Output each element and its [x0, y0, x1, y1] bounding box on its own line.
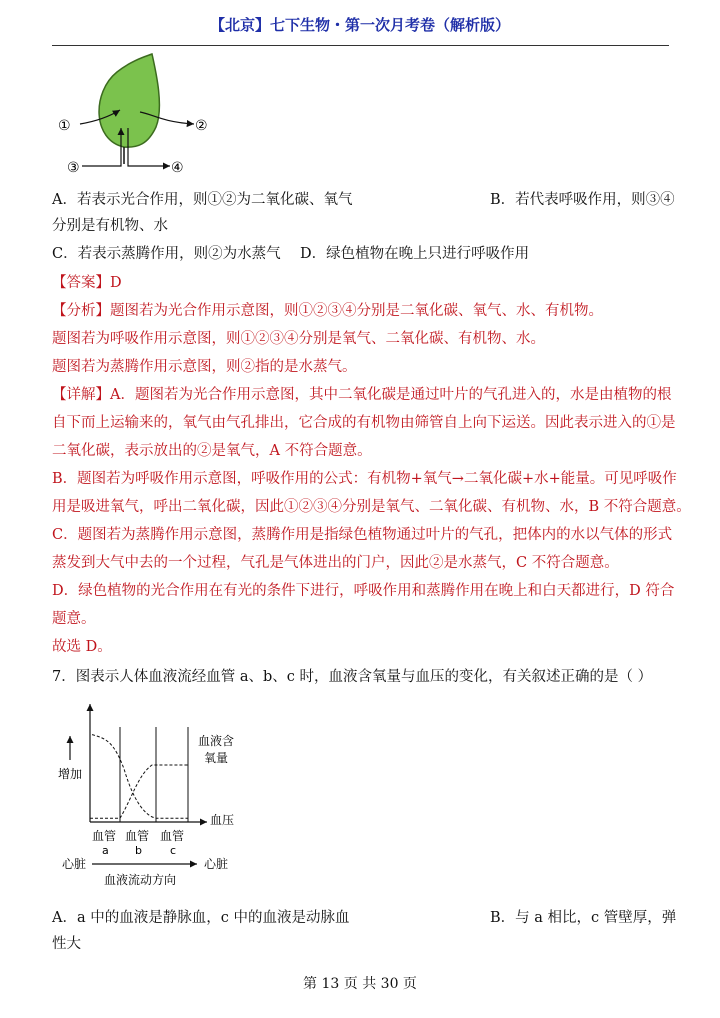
oxygen-label-2: 氧量 [204, 751, 229, 765]
page-header: 【北京】七下生物・第一次月考卷（解析版） [209, 16, 510, 34]
detail-d-line-2: 题意。 [52, 611, 96, 627]
q6-option-b: B．若代表呼吸作用，则③④ [490, 192, 675, 208]
q6-option-b-cont: 分别是有机物、水 [52, 218, 168, 234]
tick-sublabel-b: b [135, 844, 142, 857]
q6-option-c: C．若表示蒸腾作用，则②为水蒸气 [52, 246, 281, 262]
oxygen-label-1: 血液含 [198, 734, 235, 748]
flow-label: 血液流动方向 [104, 873, 177, 887]
detail-a-line-1 [52, 385, 671, 405]
tick-sublabel-c: c [170, 844, 177, 857]
analysis-line-3: 题图若为蒸腾作用示意图，则②指的是水蒸气。 [52, 359, 357, 375]
analysis-text-1: 题图若为光合作用示意图，则①②③④分别是二氧化碳、氧气、水、有机物。 [110, 303, 603, 319]
detail-a-line-2: 自下而上运输来的，氧气由气孔排出，它合成的有机物由筛管自上向下运送。因此表示进入的①是 [52, 415, 676, 431]
y-axis-label: 增加 [58, 767, 83, 781]
q7-option-a: A．a 中的血液是静脉血，c 中的血液是动脉血 [52, 910, 350, 926]
flow-to: 心脏 [204, 857, 229, 871]
detail-conclusion: 故选 D。 [52, 639, 112, 655]
pressure-label: 血压 [210, 813, 235, 827]
detail-a-text-1: A．题图若为光合作用示意图，其中二氧化碳是通过叶片的气孔进入的，水是由植物的根 [110, 387, 672, 403]
answer-tag: 【答案】 [52, 275, 110, 291]
leaf-shape [99, 54, 159, 147]
detail-a-line-3: 二氧化碳，表示放出的②是氧气，A 不符合题意。 [52, 443, 372, 459]
q6-option-a: A．若表示光合作用，则①②为二氧化碳、氧气 [52, 192, 353, 208]
q7-option-b: B．与 a 相比，c 管壁厚，弹 [490, 910, 677, 926]
series-oxygen-line [90, 765, 188, 818]
detail-c-line-2: 蒸发到大气中去的一个过程，气孔是气体进出的门户，因此②是水蒸气，C 不符合题意。 [52, 555, 619, 571]
q7-option-b-cont: 性大 [52, 936, 81, 952]
header-divider [52, 45, 669, 46]
tick-label-b: 血管 [125, 829, 150, 843]
detail-d-line-1: D．绿色植物的光合作用在有光的条件下进行，呼吸作用和蒸腾作用在晚上和白天都进行，D 符合 [52, 583, 675, 599]
analysis-tag: 【分析】 [52, 303, 110, 319]
tick-sublabel-a: a [102, 844, 109, 857]
label-2: ② [195, 118, 208, 134]
label-1: ① [58, 118, 71, 134]
label-3: ③ [67, 160, 80, 176]
blood-vessel-chart [52, 690, 302, 890]
answer-line [52, 273, 122, 293]
detail-b-line-1: B．题图若为呼吸作用示意图，呼吸作用的公式：有机物+氧气→二氧化碳+水+能量。可见呼吸作 [52, 471, 677, 487]
label-4: ④ [171, 160, 184, 176]
detail-b-line-2: 用是吸进氧气，呼出二氧化碳，因此①②③④分别是氧气、二氧化碳、有机物、水，B 不符合题意。 [52, 499, 691, 515]
tick-label-a: 血管 [92, 829, 117, 843]
detail-tag: 【详解】 [52, 387, 110, 403]
analysis-line-2: 题图若为呼吸作用示意图，则①②③④分别是氧气、二氧化碳、有机物、水。 [52, 331, 545, 347]
analysis-line-1 [52, 301, 603, 321]
q7-stem: 7．图表示人体血液流经血管 a、b、c 时，血液含氧量与血压的变化，有关叙述正确的是（ ） [52, 669, 653, 685]
detail-c-line-1: C．题图若为蒸腾作用示意图，蒸腾作用是指绿色植物通过叶片的气孔，把体内的水以气体的形式 [52, 527, 673, 543]
tick-label-c: 血管 [160, 829, 185, 843]
flow-from: 心脏 [62, 857, 87, 871]
q6-option-d: D．绿色植物在晚上只进行呼吸作用 [300, 246, 530, 262]
series-pressure-line [92, 735, 188, 819]
page-footer: 第 13 页 共 30 页 [303, 976, 417, 992]
leaf-diagram [52, 52, 212, 182]
answer-value: D [110, 275, 122, 291]
